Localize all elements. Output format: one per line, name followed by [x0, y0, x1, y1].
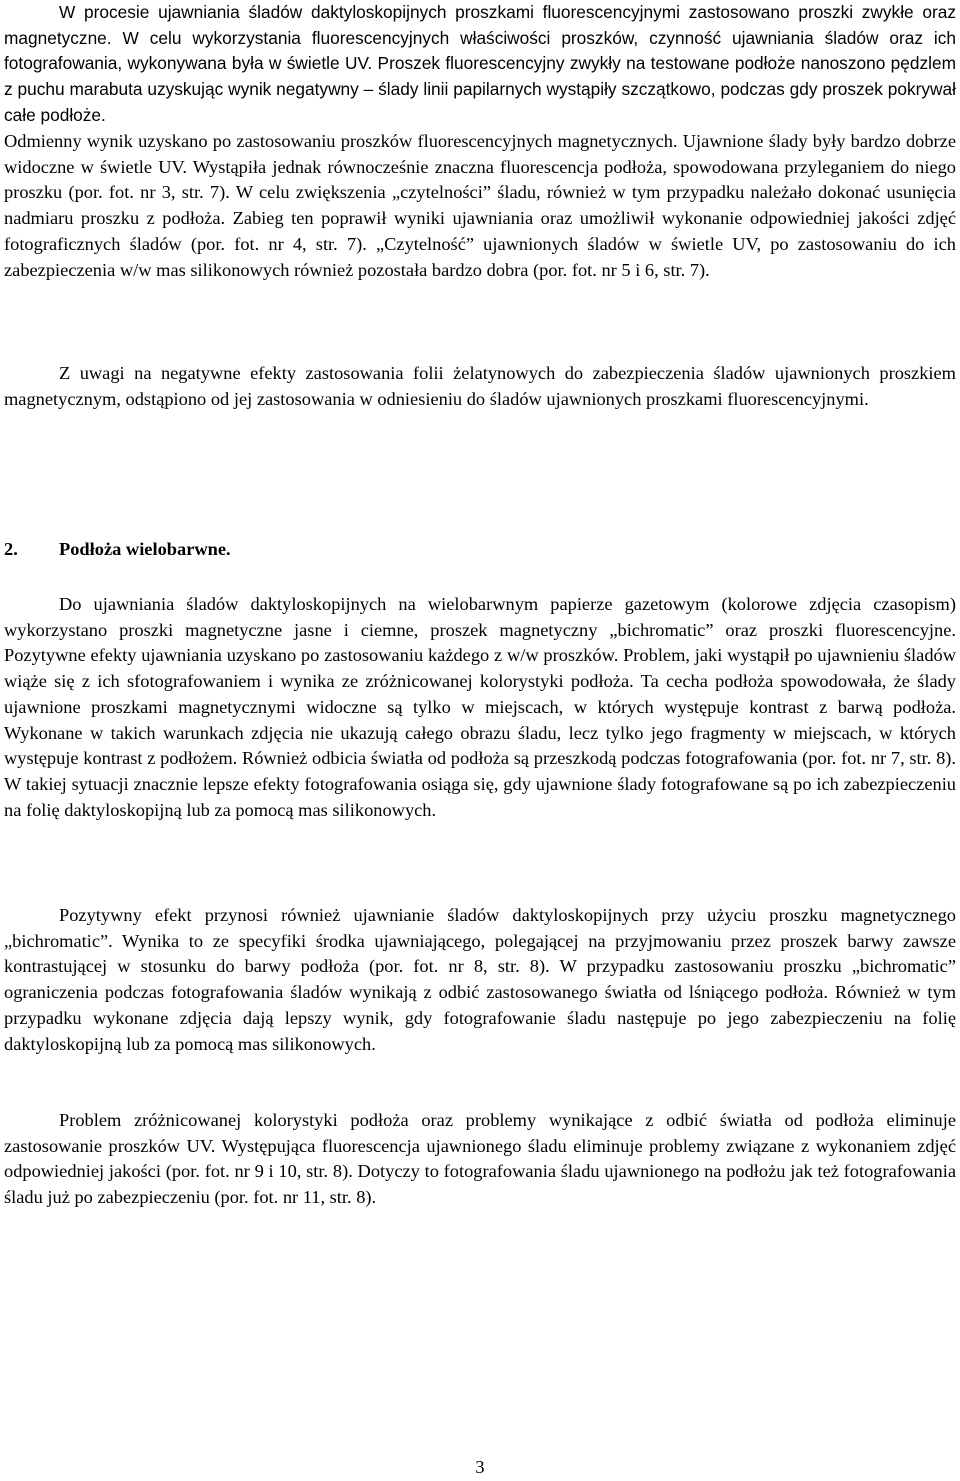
paragraph-gelatin-foil: Z uwagi na negatywne efekty zastosowania folii żelatynowych do zabezpieczenia śladów ujawnionych proszkiem magnetycznym, odstąpiono od jej zastosowania w odniesieniu do śladów ujawnionych proszkami fluorescencyjnymi. [4, 363, 956, 409]
section-heading [4, 537, 231, 563]
paragraph-uv-powders: Problem zróżnicowanej kolorystyki podłoża oraz problemy wynikające z odbić światła od podłoża eliminuje zastosowanie proszków UV. Występująca fluorescencja ujawnionego śladu eliminuje problemy związane z wykonaniem zdjęć odpowiedniej jakości (por. fot. nr 9 i 10, str. 8). Dotyczy to fotografowania śladu ujawnionego na podłożu jak też fotografowania śladu już po zabezpieczeniu (por. fot. nr 11, str. 8). [4, 1110, 956, 1208]
page-number: 3 [475, 1457, 485, 1477]
paragraph-bichromatic: Pozytywny efekt przynosi również ujawnianie śladów daktyloskopijnych przy użyciu proszku magnetycznego „bichromatic”. Wynika to ze specyfiki środka ujawniającego, polegającej na przyjmowaniu przez proszek barwy zawsze kontrastującej w stosunku do barwy podłoża (por. fot. nr 8, str. 8). W przypadku zastosowaniu proszku „bichromatic” ograniczenia podczas fotografowania śladów wynikają z odbić zastosowanego światła od lśniącego podłoża. Również w tym przypadku wykonane zdjęcia dają lepszy wynik, gdy fotografowanie śladu następuje po jego zabezpieczeniu na folię daktyloskopijną lub za pomocą mas silikonowych. [4, 905, 956, 1054]
paragraph-fluorescent-powders: W procesie ujawniania śladów daktyloskopijnych proszkami fluorescencyjnymi zastosowano proszki zwykłe oraz magnetyczne. W celu wykorzystania fluorescencyjnych właściwości proszków, czynność ujawniania śladów oraz ich fotografowania, wykonywana była w świetle UV. Proszek fluorescencyjny zwykły na testowane podłoże nanoszono pędzlem z puchu marabuta uzyskując wynik negatywny – ślady linii papilarnych wystąpiły szczątkowo, podczas gdy proszek pokrywał całe podłoże. [4, 2, 956, 125]
paragraph-magnetic-fluorescent-results: Odmienny wynik uzyskano po zastosowaniu proszków fluorescencyjnych magnetycznych. Ujawnione ślady były bardzo dobrze widoczne w świetle UV. Wystąpiła jednak równocześnie znaczna fluorescencja podłoża, spowodowana przyleganiem do niego proszku (por. fot. nr 3, str. 7). W celu zwiększenia „czytelności” śladu, również w tym przypadku należało dokonać usunięcia nadmiaru proszku z podłoża. Zabieg ten poprawił wyniki ujawniania oraz umożliwił wykonanie odpowiedniej jakości zdjęć fotograficznych śladów (por. fot. nr 4, str. 7). „Czytelność” ujawnionych śladów w świetle UV, po zastosowaniu do ich zabezpieczenia w/w mas silikonowych również pozostała bardzo dobra (por. fot. nr 5 i 6, str. 7). [4, 131, 956, 280]
section-number: 2. [4, 539, 18, 559]
section-title: Podłoża wielobarwne. [59, 539, 231, 559]
paragraph-multicolor-substrate: Do ujawniania śladów daktyloskopijnych na wielobarwnym papierze gazetowym (kolorowe zdjęcia czasopism) wykorzystano proszki magnetyczne jasne i ciemne, proszek magnetyczny „bichromatic” oraz proszki fluorescencyjne. Pozytywne efekty ujawniania uzyskano po zastosowaniu każdego z w/w proszków. Problem, jaki wystąpił po ujawnieniu śladów wiąże się z ich sfotografowaniem i wynika ze zróżnicowanej kolorystyki podłoża. Ta cecha podłoża spowodowała, że ślady ujawnione proszkami magnetycznymi widoczne są tylko w miejscach, w których występuje kontrast z barwą podłoża. Wykonane w takich warunkach zdjęcia nie ukazują całego obrazu śladu, lecz tylko jego fragmenty w miejscach, w których występuje kontrast z podłożem. Również odbicia światła od podłoża są przeszkodą podczas fotografowania (por. fot. nr 7, str. 8). W takiej sytuacji znacznie lepsze efekty fotografowania osiąga się, gdy ujawnione ślady fotografowane są po ich zabezpieczeniu na folię daktyloskopijną lub za pomocą mas silikonowych. [4, 594, 956, 820]
